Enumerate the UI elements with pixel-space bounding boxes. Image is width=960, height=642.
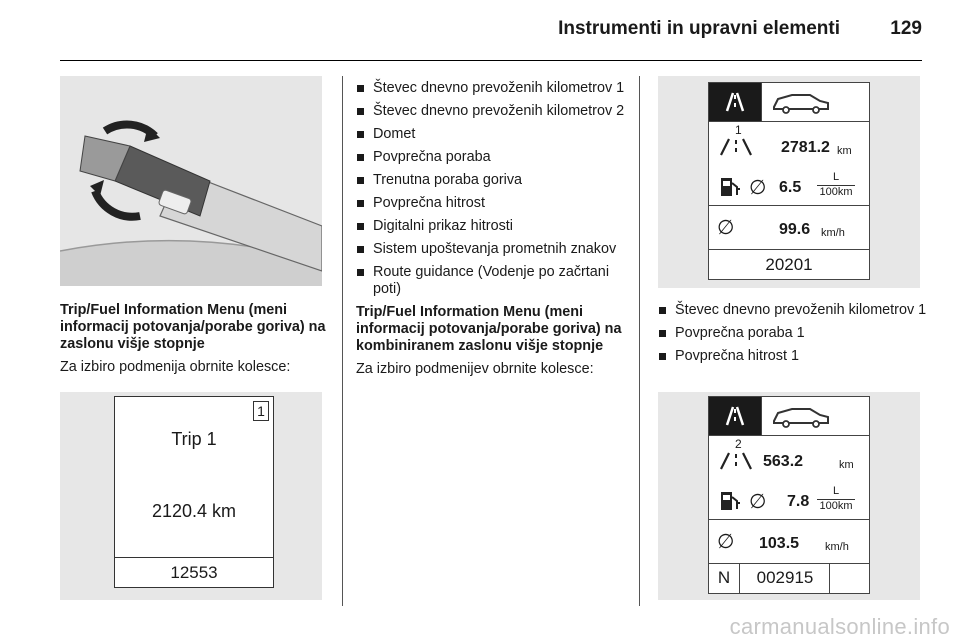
combined-display-2-screen [708, 396, 870, 594]
lcd-divider [709, 249, 869, 250]
section-heading-1: Trip/Fuel Information Menu (meni informacij potovanja/porabe goriva) na zaslonu višje stopnje [60, 302, 326, 352]
instruction-text-2: Za izbiro podmenijev obrnite kolesce: [356, 361, 594, 377]
car-icon [762, 397, 838, 435]
list-item: Digitalni prikaz hitrosti [356, 218, 628, 235]
trip-distance-value: 2781.2 [781, 139, 830, 156]
submenu-list-2 [658, 302, 938, 365]
fuel-value: 6.5 [779, 179, 802, 196]
steering-lever-drawing [60, 76, 322, 286]
steering-lever-illustration [60, 76, 322, 286]
trip-display-divider [115, 557, 273, 558]
trip-display-screen [114, 396, 274, 588]
fuel-unit-bottom: 100km [819, 500, 853, 512]
list-item: Števec dnevno prevoženih kilometrov 1 [356, 80, 628, 97]
road-icon [717, 451, 757, 471]
trip-badge: 1 [253, 401, 269, 421]
fuel-unit-top: L [832, 485, 840, 497]
submenu-list [356, 80, 628, 298]
odometer-value: 002915 [741, 563, 830, 593]
column-divider-2 [639, 76, 640, 606]
page-title: Instrumenti in upravni elementi [558, 18, 840, 39]
trip-distance-value: 563.2 [763, 453, 804, 470]
trip-tab-active [709, 397, 761, 435]
trip-distance-unit: km [839, 459, 854, 471]
fuel-value: 7.8 [787, 493, 810, 510]
gear-indicator: N [709, 563, 740, 593]
trip-index: 2 [735, 437, 742, 451]
list-item: Trenutna poraba goriva [356, 172, 628, 189]
road-icon [709, 83, 761, 121]
speed-value: 99.6 [779, 221, 811, 238]
instruction-text-1: Za izbiro podmenija obrnite kolesce: [60, 359, 291, 375]
lcd-divider [709, 519, 869, 520]
watermark-url: carmanualsonline.info [729, 614, 950, 639]
average-symbol-icon: ∅ [717, 217, 735, 239]
speed-unit: km/h [825, 541, 849, 553]
list-item: Domet [356, 126, 628, 143]
trip-index: 1 [735, 123, 742, 137]
page-header [0, 0, 960, 60]
header-rule [60, 60, 922, 61]
lcd-divider [709, 205, 869, 206]
fuel-unit-bottom: 100km [819, 186, 853, 198]
fuel-pump-icon [719, 489, 743, 513]
fuel-unit-top: L [832, 171, 840, 183]
trip-title: Trip 1 [171, 429, 217, 449]
column-divider-1 [342, 76, 343, 606]
trip-distance-unit: km [837, 145, 852, 157]
speed-value: 103.5 [759, 535, 800, 552]
speed-unit: km/h [821, 227, 845, 239]
combined-display-1-screen [708, 82, 870, 280]
car-tab [761, 397, 838, 435]
column-3-text [658, 302, 938, 371]
list-item: Povprečna hitrost 1 [658, 348, 938, 365]
trip-display-illustration [60, 392, 322, 600]
trip-odometer: 12553 [170, 563, 218, 582]
list-item: Števec dnevno prevoženih kilometrov 1 [658, 302, 938, 319]
column-2-text [356, 80, 628, 388]
trip-distance: 2120.4 km [151, 501, 237, 521]
page-number: 129 [890, 18, 922, 39]
lcd-divider [709, 121, 869, 122]
fuel-pump-icon [719, 175, 743, 199]
lcd-divider [709, 435, 869, 436]
car-tab [761, 83, 838, 121]
list-item: Povprečna poraba 1 [658, 325, 938, 342]
average-symbol-icon: ∅ [717, 531, 735, 553]
list-item: Route guidance (Vodenje po začrtani poti) [356, 264, 628, 298]
car-icon [762, 83, 838, 121]
average-symbol-icon: ∅ [749, 491, 767, 513]
average-symbol-icon: ∅ [749, 177, 767, 199]
road-icon [717, 137, 757, 157]
column-1-text [60, 302, 330, 386]
combined-display-2-illustration [658, 392, 920, 600]
odometer-value: 20201 [765, 255, 813, 274]
road-icon [709, 397, 761, 435]
list-item: Povprečna poraba [356, 149, 628, 166]
section-heading-2: Trip/Fuel Information Menu (meni informacij potovanja/porabe goriva) na kombiniranem zaslonu višje stopnje [356, 304, 622, 354]
trip-tab-active [709, 83, 761, 121]
list-item: Povprečna hitrost [356, 195, 628, 212]
list-item: Števec dnevno prevoženih kilometrov 2 [356, 103, 628, 120]
combined-display-1-illustration [658, 76, 920, 288]
list-item: Sistem upoštevanja prometnih znakov [356, 241, 628, 258]
